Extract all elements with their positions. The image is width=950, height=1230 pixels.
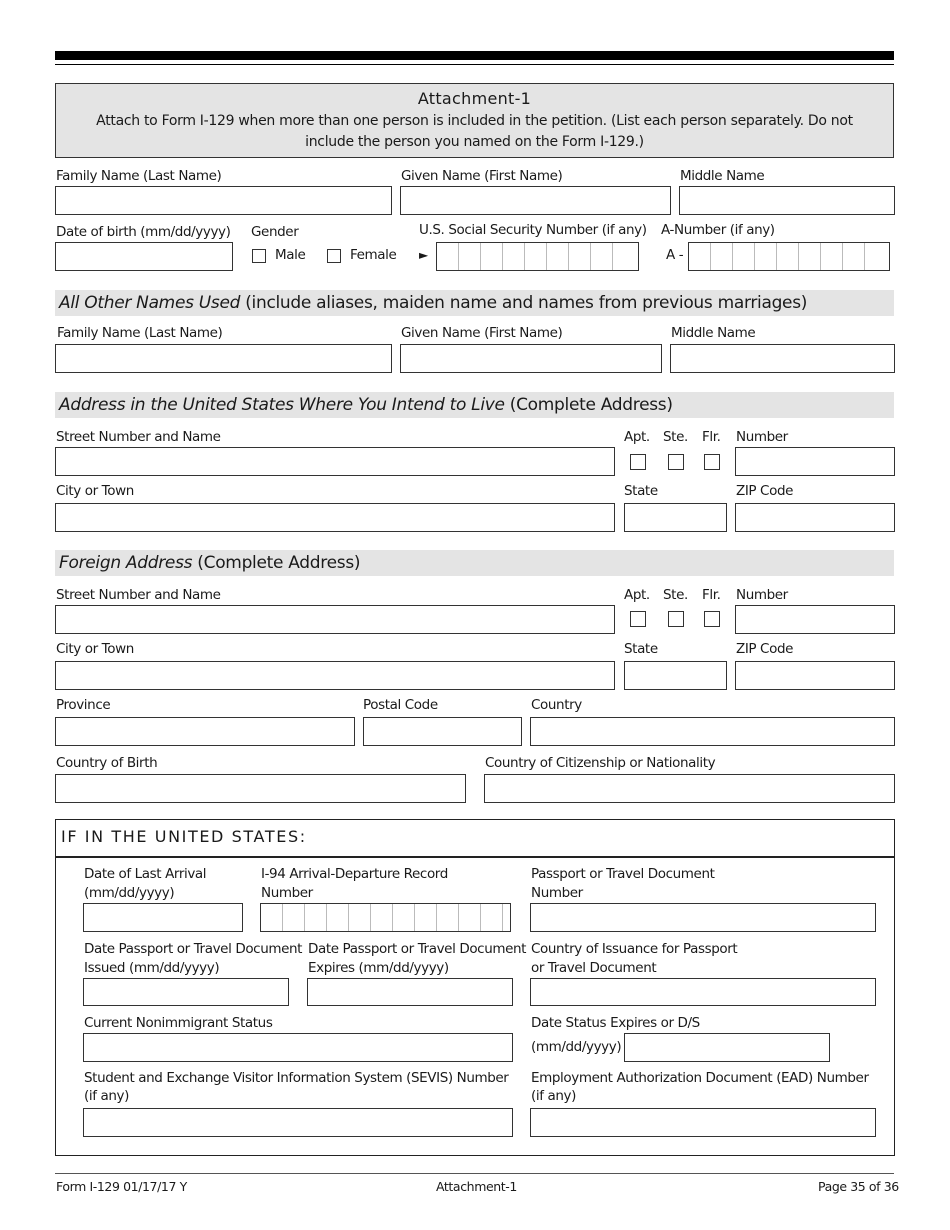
postal-code-label: Postal Code xyxy=(363,697,438,713)
us-address-heading: Address in the United States Where You Intend to Live (Complete Address) xyxy=(59,395,673,415)
us-flr-label: Flr. xyxy=(702,429,721,445)
us-street-label: Street Number and Name xyxy=(56,429,221,445)
foreign-address-band xyxy=(55,550,894,576)
ssn-arrow-icon: ► xyxy=(419,248,428,262)
passport-issued-label-1: Date Passport or Travel Document xyxy=(84,941,303,957)
gender-female-checkbox[interactable] xyxy=(327,249,341,263)
citizenship-input[interactable] xyxy=(484,774,895,803)
foreign-city-input[interactable] xyxy=(55,661,615,690)
citizenship-label: Country of Citizenship or Nationality xyxy=(485,755,716,771)
other-names-band xyxy=(55,290,894,316)
passport-issued-input[interactable] xyxy=(83,978,289,1006)
footer-attachment: Attachment-1 xyxy=(436,1179,517,1194)
us-state-label: State xyxy=(624,483,658,499)
country-issuance-label-2: or Travel Document xyxy=(531,960,657,976)
foreign-ste-checkbox[interactable] xyxy=(668,611,684,627)
other-given-name-input[interactable] xyxy=(400,344,662,373)
given-name-label: Given Name (First Name) xyxy=(401,168,563,184)
middle-name-label: Middle Name xyxy=(680,168,765,184)
passport-number-label-2: Number xyxy=(531,885,583,901)
province-label: Province xyxy=(56,697,111,713)
gender-label: Gender xyxy=(251,224,299,240)
passport-expires-label-1: Date Passport or Travel Document xyxy=(308,941,527,957)
country-issuance-label-1: Country of Issuance for Passport xyxy=(531,941,738,957)
top-thick-rule xyxy=(55,51,894,60)
province-input[interactable] xyxy=(55,717,355,746)
status-expires-format-label: (mm/dd/yyyy) xyxy=(531,1039,622,1055)
country-of-birth-label: Country of Birth xyxy=(56,755,158,771)
attachment-instructions-1: Attach to Form I-129 when more than one person is included in the petition. (List each person separately. Do not xyxy=(96,113,853,129)
foreign-state-label: State xyxy=(624,641,658,657)
middle-name-input[interactable] xyxy=(679,186,895,215)
in-us-heading-divider xyxy=(55,856,895,858)
last-arrival-label-1: Date of Last Arrival xyxy=(84,866,207,882)
foreign-number-input[interactable] xyxy=(735,605,895,634)
gender-male-checkbox[interactable] xyxy=(252,249,266,263)
other-middle-name-label: Middle Name xyxy=(671,325,756,341)
family-name-label: Family Name (Last Name) xyxy=(56,168,222,184)
other-family-name-input[interactable] xyxy=(55,344,392,373)
us-apt-label: Apt. xyxy=(624,429,650,445)
country-label: Country xyxy=(531,697,582,713)
foreign-apt-label: Apt. xyxy=(624,587,650,603)
us-number-label: Number xyxy=(736,429,788,445)
i94-label-2: Number xyxy=(261,885,313,901)
us-city-label: City or Town xyxy=(56,483,134,499)
foreign-street-label: Street Number and Name xyxy=(56,587,221,603)
foreign-zip-input[interactable] xyxy=(735,661,895,690)
dob-label: Date of birth (mm/dd/yyyy) xyxy=(56,224,231,240)
us-flr-checkbox[interactable] xyxy=(704,454,720,470)
attachment-title: Attachment-1 xyxy=(417,89,532,108)
us-state-input[interactable] xyxy=(624,503,727,532)
anumber-label: A-Number (if any) xyxy=(661,222,775,238)
dob-input[interactable] xyxy=(55,242,233,271)
ssn-input[interactable] xyxy=(436,242,639,271)
foreign-ste-label: Ste. xyxy=(663,587,688,603)
top-thin-rule xyxy=(55,64,894,65)
other-names-heading: All Other Names Used (include aliases, maiden name and names from previous marriages) xyxy=(59,293,808,313)
us-apt-checkbox[interactable] xyxy=(630,454,646,470)
footer-form-id: Form I-129 01/17/17 Y xyxy=(56,1179,187,1194)
country-issuance-input[interactable] xyxy=(530,978,876,1006)
foreign-street-input[interactable] xyxy=(55,605,615,634)
anumber-prefix: A - xyxy=(666,247,684,263)
country-input[interactable] xyxy=(530,717,895,746)
foreign-number-label: Number xyxy=(736,587,788,603)
foreign-flr-checkbox[interactable] xyxy=(704,611,720,627)
in-us-heading: IF IN THE UNITED STATES: xyxy=(61,827,307,846)
other-family-name-label: Family Name (Last Name) xyxy=(57,325,223,341)
family-name-input[interactable] xyxy=(55,186,392,215)
gender-female-label: Female xyxy=(350,247,397,263)
gender-male-label: Male xyxy=(275,247,306,263)
passport-number-label-1: Passport or Travel Document xyxy=(531,866,715,882)
foreign-flr-label: Flr. xyxy=(702,587,721,603)
postal-code-input[interactable] xyxy=(363,717,522,746)
us-ste-checkbox[interactable] xyxy=(668,454,684,470)
nonimmigrant-status-input[interactable] xyxy=(83,1033,513,1062)
us-zip-input[interactable] xyxy=(735,503,895,532)
other-given-name-label: Given Name (First Name) xyxy=(401,325,563,341)
foreign-zip-label: ZIP Code xyxy=(736,641,794,657)
sevis-label-1: Student and Exchange Visitor Information System (SEVIS) Number xyxy=(84,1070,509,1086)
given-name-input[interactable] xyxy=(400,186,671,215)
ead-input[interactable] xyxy=(530,1108,876,1137)
country-of-birth-input[interactable] xyxy=(55,774,466,803)
ead-label-1: Employment Authorization Document (EAD) Number xyxy=(531,1070,869,1086)
passport-number-input[interactable] xyxy=(530,903,876,932)
sevis-label-2: (if any) xyxy=(84,1088,129,1104)
foreign-state-input[interactable] xyxy=(624,661,727,690)
passport-issued-label-2: Issued (mm/dd/yyyy) xyxy=(84,960,220,976)
footer-rule xyxy=(55,1173,894,1174)
anumber-input[interactable] xyxy=(688,242,890,271)
passport-expires-input[interactable] xyxy=(307,978,513,1006)
foreign-address-heading: Foreign Address (Complete Address) xyxy=(59,553,361,573)
passport-expires-label-2: Expires (mm/dd/yyyy) xyxy=(308,960,449,976)
foreign-city-label: City or Town xyxy=(56,641,134,657)
us-number-input[interactable] xyxy=(735,447,895,476)
us-zip-label: ZIP Code xyxy=(736,483,794,499)
footer-page-number: Page 35 of 36 xyxy=(818,1179,899,1194)
last-arrival-label-2: (mm/dd/yyyy) xyxy=(84,885,175,901)
us-street-input[interactable] xyxy=(55,447,615,476)
attachment-header-box xyxy=(55,83,894,158)
i94-number-input[interactable] xyxy=(260,903,511,932)
sevis-input[interactable] xyxy=(83,1108,513,1137)
us-city-input[interactable] xyxy=(55,503,615,532)
attachment-instructions-2: include the person you named on the Form I-129.) xyxy=(305,134,644,150)
status-expires-label: Date Status Expires or D/S xyxy=(531,1015,700,1031)
ead-label-2: (if any) xyxy=(531,1088,576,1104)
nonimmigrant-status-label: Current Nonimmigrant Status xyxy=(84,1015,273,1031)
ssn-label: U.S. Social Security Number (if any) xyxy=(419,222,647,238)
last-arrival-input[interactable] xyxy=(83,903,243,932)
i94-label-1: I-94 Arrival-Departure Record xyxy=(261,866,448,882)
us-address-band xyxy=(55,392,894,418)
other-middle-name-input[interactable] xyxy=(670,344,895,373)
status-expires-input[interactable] xyxy=(624,1033,830,1062)
us-ste-label: Ste. xyxy=(663,429,688,445)
foreign-apt-checkbox[interactable] xyxy=(630,611,646,627)
